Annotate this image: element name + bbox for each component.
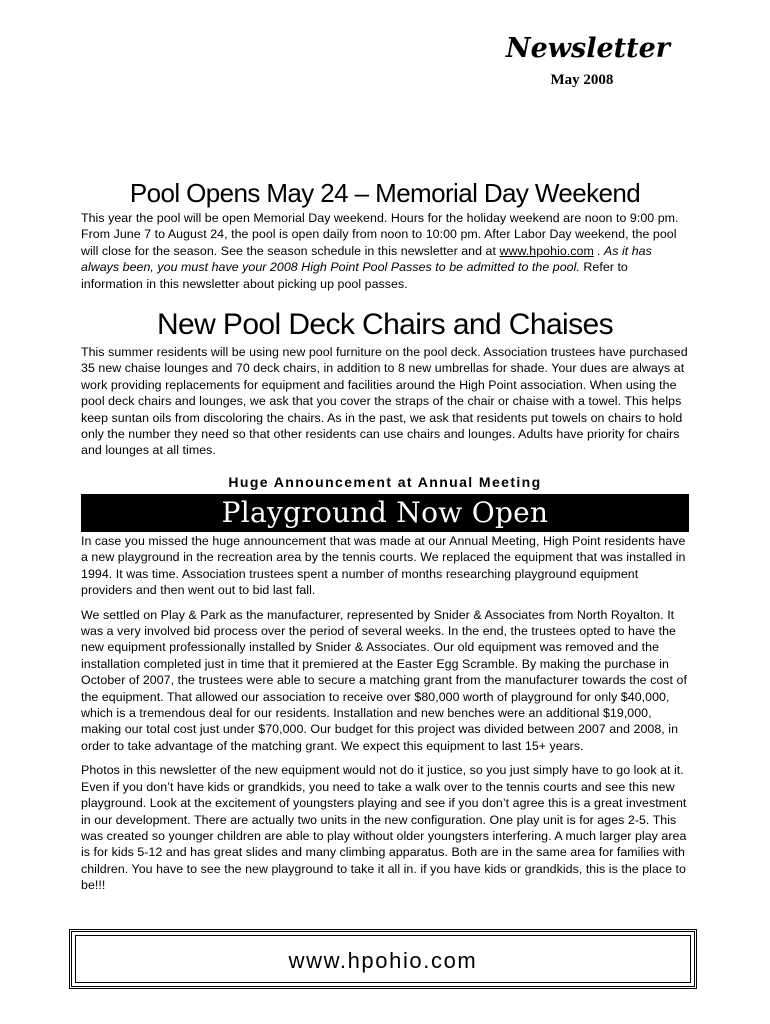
playground-paragraph-1: In case you missed the huge announcement that was made at our Annual Meeting, High Point residents have a new playground in the recreation area by the tennis courts. We replaced the equipment that was installed in 1994. It was time. Association trustees spent a number of months researching playground equipment providers and then went out to bid last fall.: [81, 534, 686, 598]
footer-url[interactable]: www.hpohio.com: [288, 948, 478, 973]
pool-opens-heading: Pool Opens May 24 – Memorial Day Weekend: [129, 178, 641, 208]
footer-box: [69, 929, 697, 989]
pool-opens-paragraph: [81, 210, 689, 292]
playground-section: [81, 474, 689, 894]
chairs-heading: New Pool Deck Chairs and Chaises: [156, 308, 613, 341]
playground-paragraph-2: We settled on Play & Park as the manufacturer, represented by Snider & Associates from North Royalton. It was a very involved bid process over the period of several weeks. In the end, the trustees opted to have the new equipment professionally installed by Snider & Associates. Our old equipment was removed and the installation completed just in time that it premiered at the Easter Egg Scramble. By making the purchase in October of 2007, the trustees were able to secure a matching grant from the manufacturer towards the cost of the equipment. That allowed our association to receive over $80,000 worth of playground for only $40,000, which is a tremendous deal for our residents. Installation and new benches were an additional $19,000, making our total cost just under $70,000. Our budget for this project was divided between 2007 and 2008, in order to take advantage of the matching grant. We expect this equipment to last 15+ years.: [81, 607, 687, 753]
pool-opens-text-1: This year the pool will be open Memorial Day weekend. Hours for the holiday weekend are noon to 9:00 pm. From June 7 to August 24, the pool is open daily from noon to 10:00 pm. After Labor Day weekend, the pool will close for the season. See the season schedule in this newsletter and at: [81, 211, 679, 258]
pool-opens-text-2: .: [593, 243, 604, 258]
chairs-section: [81, 308, 689, 459]
pool-pass-notice: As it has always been, you must have your 2008 High Point Pool Passes to be admitted to the pool.: [81, 243, 652, 275]
chairs-paragraph: This summer residents will be using new pool furniture on the pool deck. Association trustees have purchased 35 new chaise lounges and 70 deck chairs, in addition to 8 new umbrellas for shade. Your dues are always at work providing replacements for equipment and facilities around the High Point association. When using the pool deck chairs and lounges, we ask that you cover the straps of the chair or chaise with a towel. This helps keep suntan oils from discoloring the chairs. As in the past, we ask that residents put towels on chairs to hold only the number they need so that other residents can use chairs and lounges. Adults have priority for chairs and lounges at all times.: [81, 345, 688, 458]
footer-inner-border: [75, 935, 691, 983]
masthead: [506, 32, 670, 89]
pool-opens-section: [81, 178, 689, 292]
newsletter-title: Newsletter: [505, 33, 670, 64]
announcement-kicker: Huge Announcement at Annual Meeting: [228, 474, 542, 490]
playground-paragraph-3: Photos in this newsletter of the new equipment would not do it justice, so you just simply have to go look at it. Even if you don’t have kids or grandkids, you need to take a walk over to the tennis courts and see this new playground. Look at the excitement of youngsters playing and see if you don’t agree this is a great investment in our development. There are actually two units in the new configuration. One play unit is for ages 2-5. This was created so younger children are able to play without older youngsters interfering. A much larger play area is for kids 5-12 and has great slides and many climbing apparatus. Both are in the same area for families with children. You have to see the new playground to take it all in. if you have kids or grandkids, this is the place to be!!!: [81, 763, 687, 893]
pool-opens-text-3: Refer to information in this newsletter about picking up pool passes.: [81, 260, 628, 291]
issue-date: May 2008: [550, 72, 614, 88]
playground-banner: Playground Now Open: [81, 494, 689, 532]
website-link[interactable]: www.hpohio.com: [499, 243, 594, 258]
